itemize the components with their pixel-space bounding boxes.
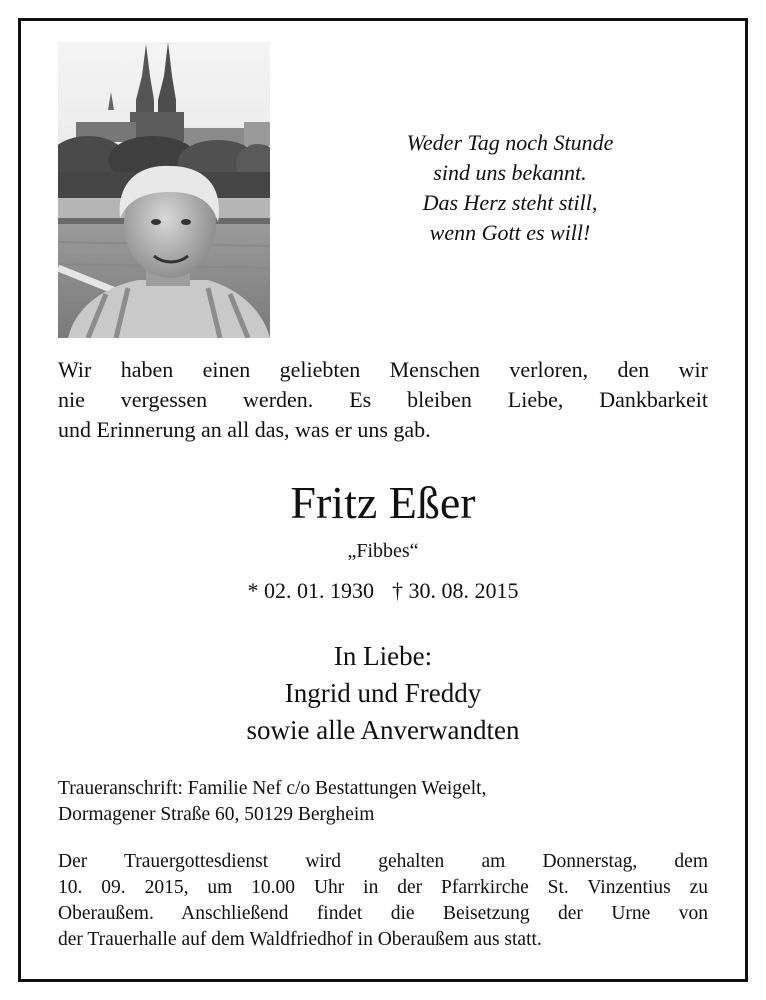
mourners-block — [0, 638, 766, 749]
poem — [330, 128, 690, 248]
service-line: Der Trauergottesdienst wird gehalten am Donnerstag, dem — [58, 851, 708, 872]
portrait-photo — [58, 42, 270, 338]
deceased-name: Fritz Eßer — [290, 477, 476, 528]
service-line: der Trauerhalle auf dem Waldfriedhof in Oberaußem aus statt. — [58, 929, 542, 950]
poem-line: Das Herz steht still, — [422, 190, 598, 215]
address-line: Dormagener Straße 60, 50129 Bergheim — [58, 804, 375, 825]
mourners-line: sowie alle Anverwandten — [246, 715, 520, 745]
life-dates — [0, 576, 766, 606]
deceased-nickname: „Fibbes“ — [347, 540, 419, 562]
mourning-address — [58, 776, 708, 828]
poem-line: wenn Gott es will! — [429, 220, 591, 245]
intro-line: nie vergessen werden. Es bleiben Liebe, Dankbarkeit — [58, 387, 708, 412]
mourners-line: Ingrid und Freddy — [284, 678, 482, 708]
birth-date: * 02. 01. 1930 — [247, 578, 374, 603]
intro-line: Wir haben einen geliebten Menschen verloren, den wir — [58, 357, 708, 382]
poem-line: Weder Tag noch Stunde — [406, 130, 614, 155]
intro-paragraph — [58, 355, 708, 445]
service-line: Oberaußem. Anschließend findet die Beisetzung der Urne von — [58, 903, 708, 924]
death-date: † 30. 08. 2015 — [392, 578, 519, 603]
address-line: Traueranschrift: Familie Nef c/o Bestattungen Weigelt, — [58, 778, 487, 799]
service-line: 10. 09. 2015, um 10.00 Uhr in der Pfarrkirche St. Vinzentius zu — [58, 877, 708, 898]
service-notice — [58, 849, 708, 953]
intro-line: und Erinnerung an all das, was er uns gab. — [58, 417, 431, 442]
poem-line: sind uns bekannt. — [433, 160, 587, 185]
mourners-line: In Liebe: — [333, 641, 433, 671]
